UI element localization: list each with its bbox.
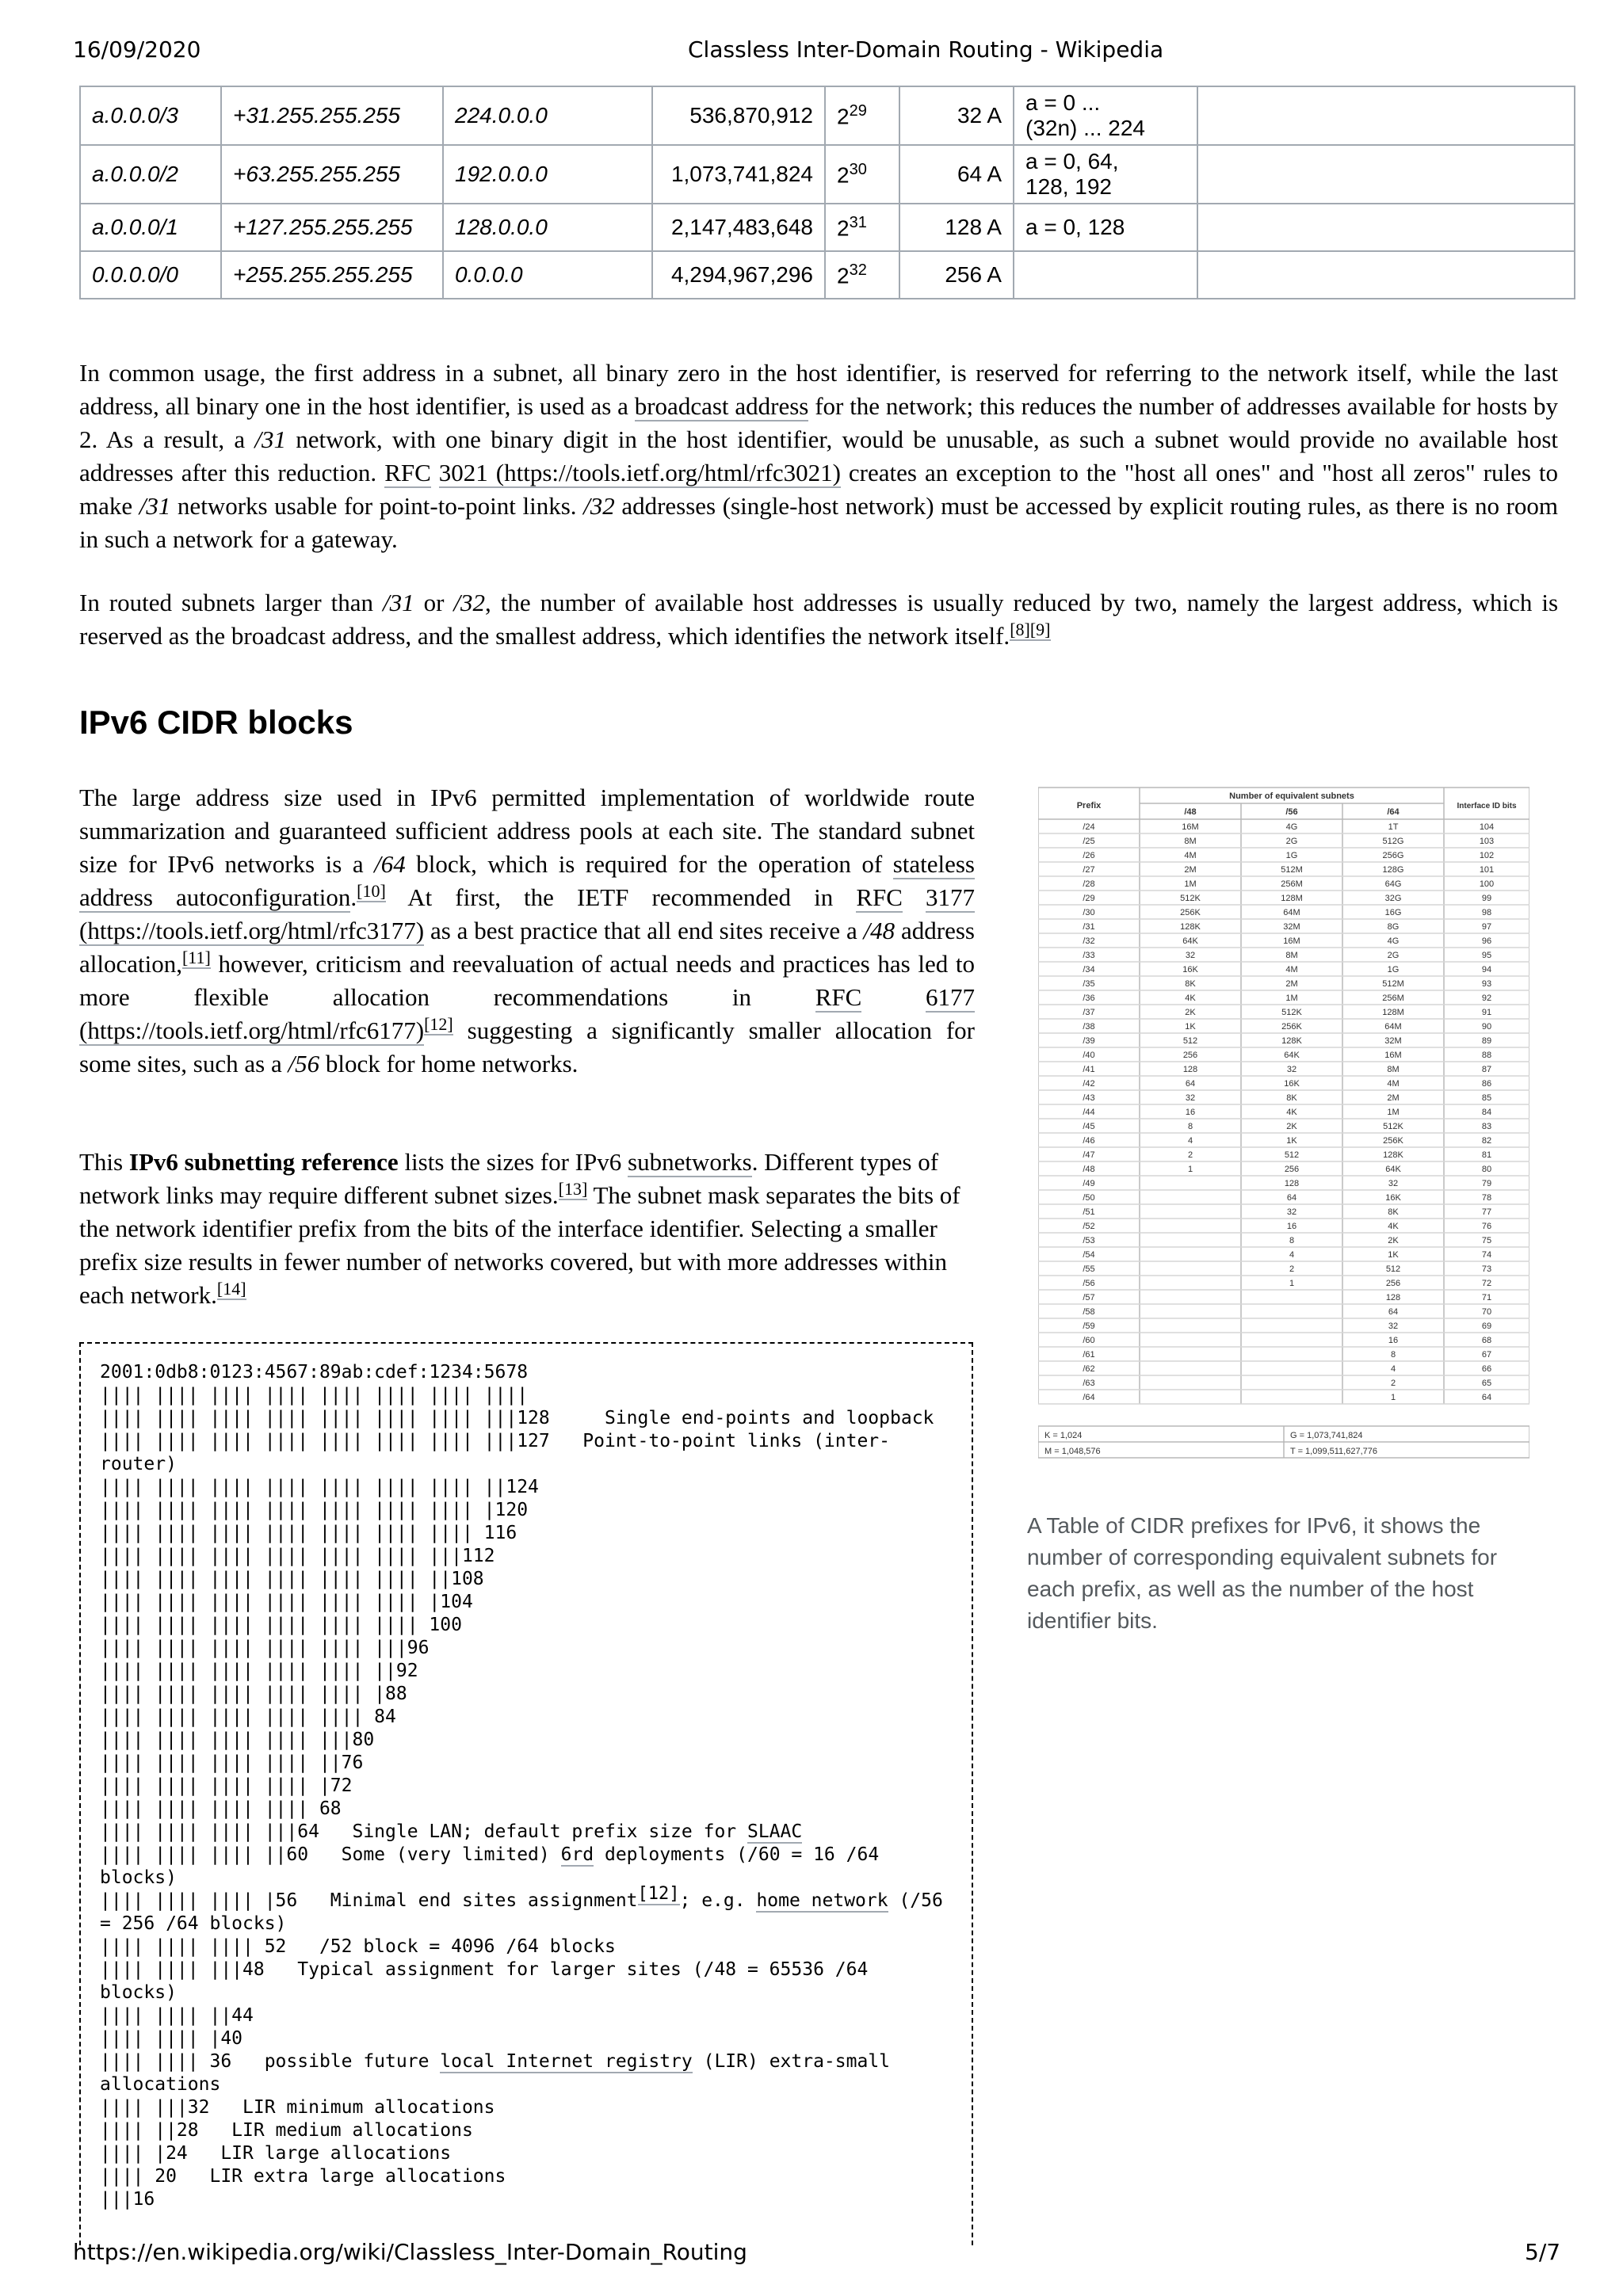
figure-cell: /42 — [1083, 1079, 1095, 1089]
figure-cell: 67 — [1481, 1350, 1492, 1360]
figure-cell: 32M — [1384, 1036, 1402, 1046]
figure-cell: /64 — [1083, 1393, 1095, 1402]
figure-cell: /40 — [1083, 1051, 1095, 1060]
figure-cell: /59 — [1083, 1322, 1095, 1331]
ipv4-table-row — [80, 86, 1575, 145]
figure-cell: 91 — [1481, 1008, 1492, 1017]
figure-cell: 8M — [1285, 951, 1298, 960]
figure-cell: 2G — [1285, 837, 1298, 846]
figure-cell: 16K — [1182, 965, 1198, 974]
link-rfc-b[interactable]: RFC — [815, 983, 862, 1011]
figure-cell: 1G — [1387, 965, 1400, 974]
figure-cell: /54 — [1083, 1250, 1095, 1260]
figure-cell: 256 — [1385, 1279, 1401, 1288]
figure-cell: 2G — [1387, 951, 1400, 960]
ref-10[interactable]: [10] — [357, 880, 386, 901]
figure-cell: 100 — [1479, 879, 1495, 889]
link-6rd[interactable]: 6rd — [560, 1844, 594, 1865]
figure-cell: 16M — [1283, 936, 1300, 946]
header-64: /64 — [1387, 807, 1400, 817]
link-rfc3177[interactable]: 3177 (https://tools.ietf.org/html/rfc3177) — [79, 883, 975, 944]
figure-cell: /26 — [1083, 851, 1095, 860]
figure-cell: 256K — [1180, 908, 1201, 917]
cell-range: +63.255.255.255 — [221, 145, 443, 204]
figure-cell: 2M — [1184, 865, 1197, 875]
figure-cell: 256 — [1182, 1051, 1198, 1060]
figure-cell: 4M — [1387, 1079, 1400, 1089]
figure-cell: 68 — [1481, 1336, 1492, 1345]
figure-cell: 8G — [1387, 922, 1400, 932]
figure-cell: 1 — [1187, 1165, 1193, 1174]
figure-cell: 97 — [1481, 922, 1492, 932]
figure-cell: 64K — [1385, 1165, 1401, 1174]
figure-cell: 4M — [1285, 965, 1298, 974]
figure-cell: 80 — [1481, 1165, 1492, 1174]
link-slaac[interactable]: stateless address autoconfiguration — [79, 850, 975, 911]
figure-cell: 66 — [1481, 1364, 1492, 1374]
figure-cell: 128K — [1383, 1150, 1403, 1160]
figure-cell: 1T — [1388, 822, 1399, 832]
figure-cell: 16M — [1182, 822, 1199, 832]
figure-cell: 72 — [1481, 1279, 1492, 1288]
figure-cell: 8M — [1184, 837, 1197, 846]
paragraph-network-broadcast: In common usage, the first address in a subnet, all binary zero in the host identifier, is reserved for referring to the network itself, while the last address, all binary one in the host identifier, is used as a broadcast address for the network; this reduces the number of addresses available for hosts by 2. As a result, a /31 network, with one binary digit in the host identifier, would be unusable, as such a subnet would provide no available host addresses after this reduction. RFC 3021 (https://tools.ietf.org/html/rfc3021) creates an exception to the "host all ones" and "host all zeros" rules to make /31 networks usable for point-to-point links. /32 addresses (single-host network) must be accessed by explicit routing rules, as there is no room in such a network for a gateway. — [79, 359, 1559, 553]
figure-cell: 16 — [1286, 1222, 1297, 1231]
figure-cell: 2 — [1187, 1150, 1193, 1160]
cell-power: $2^{31}$ — [825, 204, 899, 251]
figure-cell: /32 — [1083, 936, 1095, 946]
figure-cell: 64 — [1388, 1307, 1399, 1317]
figure-cell: 32 — [1185, 951, 1196, 960]
figure-cell: 512 — [1284, 1150, 1300, 1160]
figure-cell: 89 — [1481, 1036, 1492, 1046]
figure-cell: 102 — [1479, 851, 1495, 860]
figure-cell: 32 — [1185, 1093, 1196, 1103]
figure-cell: 2 — [1289, 1264, 1295, 1274]
link-home-network[interactable]: home network — [756, 1890, 888, 1911]
figure-cell: /28 — [1083, 879, 1095, 889]
page-number: 5/7 — [1525, 2239, 1561, 2265]
figure-cell: 128K — [1180, 922, 1201, 932]
figure-cell: 8K — [1388, 1207, 1399, 1217]
link-rfc3021[interactable]: 3021 (https://tools.ietf.org/html/rfc3021) — [438, 459, 841, 486]
print-title: Classless Inter-Domain Routing - Wikipedia — [688, 36, 1164, 63]
cell-power: $2^{29}$ — [825, 86, 899, 145]
figure-cell: 16G — [1384, 908, 1402, 917]
figure-cell: /34 — [1083, 965, 1095, 974]
link-broadcast-address[interactable]: broadcast address — [634, 392, 809, 420]
figure-cell: 82 — [1481, 1136, 1492, 1146]
figure-cell: 128 — [1182, 1065, 1198, 1074]
link-slaac-code[interactable]: SLAAC — [747, 1821, 803, 1842]
figure-cell: 99 — [1481, 894, 1492, 903]
cell-mask: 128.0.0.0 — [443, 204, 652, 251]
cell-prefix: a.0.0.0/2 — [80, 145, 221, 204]
cell-count: 4,294,967,296 — [652, 251, 825, 299]
cell-note: a = 0 ... (32n) ... 224 — [1014, 86, 1197, 145]
figure-cell: 16 — [1185, 1108, 1196, 1117]
figure-cell: 2M — [1387, 1093, 1400, 1103]
figure-cell: 64G — [1384, 879, 1402, 889]
figure-cell: 256G — [1382, 851, 1404, 860]
figure-cell: 1K — [1185, 1022, 1196, 1032]
figure-cell: 64K — [1284, 1051, 1300, 1060]
figure-cell: 2 — [1390, 1379, 1396, 1388]
figure-cell: 8K — [1185, 979, 1196, 989]
ipv6-prefix-table-image[interactable] — [1038, 784, 1529, 1501]
figure-cell: /60 — [1083, 1336, 1095, 1345]
cell-empty — [1197, 251, 1575, 299]
figure-cell: 128M — [1281, 894, 1303, 903]
figure-cell: /38 — [1083, 1022, 1095, 1032]
figure-cell: 4K — [1185, 994, 1196, 1003]
figure-cell: 104 — [1479, 822, 1495, 832]
figure-cell: 78 — [1481, 1193, 1492, 1203]
figure-cell: 95 — [1481, 951, 1492, 960]
figure-cell: 128M — [1382, 1008, 1404, 1017]
header-56: /56 — [1285, 807, 1298, 817]
figure-cell: 64M — [1283, 908, 1300, 917]
figure-cell: 32 — [1388, 1322, 1399, 1331]
figure-cell: /36 — [1083, 994, 1095, 1003]
cell-classes: 128 A — [899, 204, 1014, 251]
figure-cell: /44 — [1083, 1108, 1095, 1117]
figure-cell: 69 — [1481, 1322, 1492, 1331]
legend-m: M = 1,048,576 — [1044, 1447, 1101, 1456]
cell-mask: 192.0.0.0 — [443, 145, 652, 204]
figure-cell: 128 — [1385, 1293, 1401, 1302]
print-date: 16/09/2020 — [73, 36, 201, 63]
figure-cell: 16K — [1284, 1079, 1300, 1089]
figure-cell: 8 — [1390, 1350, 1396, 1360]
figure-cell: /33 — [1083, 951, 1095, 960]
figure-cell: 2K — [1286, 1122, 1297, 1131]
figure-cell: 2K — [1185, 1008, 1196, 1017]
cell-mask: 0.0.0.0 — [443, 251, 652, 299]
figure-cell: 8M — [1387, 1065, 1400, 1074]
cell-empty — [1197, 86, 1575, 145]
figure-cell: 512K — [1383, 1122, 1403, 1131]
figure-cell: 71 — [1481, 1293, 1492, 1302]
figure-cell: /57 — [1083, 1293, 1095, 1302]
figure-cell: 96 — [1481, 936, 1492, 946]
figure-cell: 4G — [1387, 936, 1400, 946]
figure-cell: 94 — [1481, 965, 1492, 974]
cell-note — [1014, 251, 1197, 299]
figure-cell: /53 — [1083, 1236, 1095, 1245]
figure-cell: 8K — [1286, 1093, 1297, 1103]
ipv6-prefix-table — [1038, 784, 1529, 1497]
figure-cell: 8 — [1289, 1236, 1295, 1245]
link-rfc[interactable]: RFC — [384, 459, 431, 486]
cell-classes: 32 A — [899, 86, 1014, 145]
figure-cell: 64 — [1185, 1079, 1196, 1089]
figure-cell: 512M — [1382, 979, 1404, 989]
figure-cell: 8 — [1187, 1122, 1193, 1131]
figure-cell: 512 — [1385, 1264, 1401, 1274]
ref-9[interactable]: [9] — [1029, 619, 1051, 639]
figure-cell: /31 — [1083, 922, 1095, 932]
figure-cell: 256 — [1284, 1165, 1300, 1174]
figure-cell: 1M — [1387, 1108, 1400, 1117]
cell-prefix: 0.0.0.0/0 — [80, 251, 221, 299]
figure-cell: /37 — [1083, 1008, 1095, 1017]
cell-prefix: a.0.0.0/3 — [80, 86, 221, 145]
figure-cell: 76 — [1481, 1222, 1492, 1231]
figure-cell: 1M — [1285, 994, 1298, 1003]
figure-cell: /45 — [1083, 1122, 1095, 1131]
link-rfc-a[interactable]: RFC — [856, 883, 903, 911]
figure-cell: 2M — [1285, 979, 1298, 989]
cell-count: 1,073,741,824 — [652, 145, 825, 204]
figure-cell: 1K — [1388, 1250, 1399, 1260]
figure-cell: /63 — [1083, 1379, 1095, 1388]
figure-cell: 512G — [1382, 837, 1404, 846]
cell-note: a = 0, 64, 128, 192 — [1014, 145, 1197, 204]
figure-cell: /25 — [1083, 837, 1095, 846]
cell-note: a = 0, 128 — [1014, 204, 1197, 251]
cell-mask: 224.0.0.0 — [443, 86, 652, 145]
figure-cell: 77 — [1481, 1207, 1492, 1217]
figure-cell: 16M — [1384, 1051, 1402, 1060]
ipv6-subnetting-code-block — [79, 1342, 973, 2245]
figure-cell: /35 — [1083, 979, 1095, 989]
figure-cell: 512 — [1182, 1036, 1198, 1046]
figure-cell: 1 — [1390, 1393, 1396, 1402]
cell-power: $2^{30}$ — [825, 145, 899, 204]
figure-cell: 16 — [1388, 1336, 1399, 1345]
figure-cell: /56 — [1083, 1279, 1095, 1288]
figure-cell: 1G — [1285, 851, 1298, 860]
link-subnetworks[interactable]: subnetworks — [628, 1148, 752, 1176]
figure-cell: 32 — [1286, 1207, 1297, 1217]
figure-cell: 512M — [1281, 865, 1303, 875]
header-prefix: Prefix — [1076, 801, 1102, 810]
figure-cell: 87 — [1481, 1065, 1492, 1074]
figure-cell: 32 — [1388, 1179, 1399, 1188]
figure-cell: 101 — [1479, 865, 1495, 875]
figure-cell: 32 — [1286, 1065, 1297, 1074]
figure-cell: 98 — [1481, 908, 1492, 917]
figure-cell: 79 — [1481, 1179, 1492, 1188]
figure-cell: 4K — [1286, 1108, 1297, 1117]
figure-cell: /58 — [1083, 1307, 1095, 1317]
cell-range: +255.255.255.255 — [221, 251, 443, 299]
figure-cell: 93 — [1481, 979, 1492, 989]
figure-cell: /62 — [1083, 1364, 1095, 1374]
paragraph-routed-subnets: In routed subnets larger than /31 or /32, the number of available host addresses is usually reduced by two, namely the largest address, which is reserved as the broadcast address, and the smallest address, which identifies the network itself.[8][9] — [79, 589, 1559, 650]
figure-cell: /46 — [1083, 1136, 1095, 1146]
figure-cell: 73 — [1481, 1264, 1492, 1274]
figure-cell: 84 — [1481, 1108, 1492, 1117]
ref-12[interactable]: [12] — [424, 1013, 453, 1034]
figure-cell: 4 — [1289, 1250, 1295, 1260]
figure-cell: 88 — [1481, 1051, 1492, 1060]
figure-cell: 90 — [1481, 1022, 1492, 1032]
figure-cell: /24 — [1083, 822, 1095, 832]
ref-12-code[interactable]: [12] — [637, 1884, 680, 1905]
figure-cell: 32M — [1283, 922, 1300, 932]
figure-cell: 1K — [1286, 1136, 1297, 1146]
figure-cell: 256M — [1382, 994, 1404, 1003]
figure-cell: /47 — [1083, 1150, 1095, 1160]
figure-cell: /61 — [1083, 1350, 1095, 1360]
figure-cell: 64 — [1481, 1393, 1492, 1402]
link-rfc6177[interactable]: 6177 (https://tools.ietf.org/html/rfc6177) — [79, 983, 976, 1044]
legend-g: G = 1,073,741,824 — [1290, 1431, 1363, 1440]
figure-cell: /30 — [1083, 908, 1095, 917]
figure-cell: 4 — [1187, 1136, 1193, 1146]
figure-cell: 70 — [1481, 1307, 1492, 1317]
figure-cell: 83 — [1481, 1122, 1492, 1131]
paragraph-ipv6-summarization: The large address size used in IPv6 permitted implementation of worldwide route summarization and guaranteed sufficient address pools at each site. The standard subnet size for IPv6 networks is a /64 block, which is required for the operation of stateless address autoconfiguration.[10] At first, the IETF recommended in RFC 3177 (https://tools.ietf.org/html/rfc3177) as a best practice that all end sites receive a /48 address allocation,[11] however, criticism and reevaluation of actual needs and practices has led to more flexible allocation recommendations in RFC 6177 (https://tools.ietf.org/html/rfc6177)[12] suggesting a significantly smaller allocation for some sites, such as a /56 block for home networks. — [79, 784, 976, 1077]
figure-cell: 128G — [1382, 865, 1404, 875]
cell-range: +127.255.255.255 — [221, 204, 443, 251]
cell-empty — [1197, 145, 1575, 204]
figure-cell: 1 — [1289, 1279, 1295, 1288]
figure-cell: 4K — [1388, 1222, 1399, 1231]
figure-cell: 4G — [1285, 822, 1298, 832]
page-url: https://en.wikipedia.org/wiki/Classless_Inter-Domain_Routing — [73, 2239, 747, 2265]
ref-8[interactable]: [8] — [1010, 619, 1030, 639]
cell-classes: 64 A — [899, 145, 1014, 204]
figure-cell: 512K — [1180, 894, 1201, 903]
figure-caption: A Table of CIDR prefixes for IPv6, it shows the number of corresponding equivalent subnets for each prefix, as well as the number of the host identifier bits. — [1027, 1513, 1498, 1633]
cell-range: +31.255.255.255 — [221, 86, 443, 145]
figure-cell: 64 — [1286, 1193, 1297, 1203]
cell-power: $2^{32}$ — [825, 251, 899, 299]
cell-classes: 256 A — [899, 251, 1014, 299]
figure-cell: /39 — [1083, 1036, 1095, 1046]
figure-cell: 1M — [1184, 879, 1197, 889]
legend-k: K = 1,024 — [1044, 1431, 1083, 1440]
figure-cell: /55 — [1083, 1264, 1095, 1274]
ipv4-table-row — [80, 145, 1575, 204]
figure-cell: 75 — [1481, 1236, 1492, 1245]
figure-cell: 65 — [1481, 1379, 1492, 1388]
ref-13[interactable]: [13] — [558, 1178, 588, 1199]
figure-cell: 92 — [1481, 994, 1492, 1003]
figure-cell: /50 — [1083, 1193, 1095, 1203]
header-interface-id-bits: Interface ID bits — [1457, 802, 1517, 810]
figure-cell: /48 — [1083, 1165, 1095, 1174]
figure-cell: 32G — [1384, 894, 1402, 903]
paragraph-subnetting-reference: This IPv6 subnetting reference lists the sizes for IPv6 subnetworks. Different types of network links may require different subnet sizes.[13] The subnet mask separates the bits of the network identifier prefix from the bits of the interface identifier. Selecting a smaller prefix size results in fewer number of networks covered, but with more addresses within each network.[14] — [79, 1148, 960, 1309]
figure-cell: /27 — [1083, 865, 1095, 875]
figure-cell: 4M — [1184, 851, 1197, 860]
header-48: /48 — [1184, 807, 1197, 817]
figure-cell: 128 — [1284, 1179, 1300, 1188]
figure-cell: 85 — [1481, 1093, 1492, 1103]
cell-count: 536,870,912 — [652, 86, 825, 145]
figure-cell: /52 — [1083, 1222, 1095, 1231]
figure-cell: 64M — [1384, 1022, 1402, 1032]
figure-cell: /29 — [1083, 894, 1095, 903]
figure-cell: 512K — [1281, 1008, 1302, 1017]
figure-cell: /51 — [1083, 1207, 1095, 1217]
code-text: 2001:0db8:0123:4567:89ab:cdef:1234:5678 |||| |||| |||| |||| |||| |||| |||| |||| |||| |||| |||| |||| |||| |||| |||| |||128 Single end-points and loopback |||| |||| |||| |||| |||| |||| |||| |||127 Point-to-point links (inter-router) |||| |||| |||| |||| |||| |||| |||| ||124 |||| |||| |||| |||| |||| |||| |||| |120 |||| |||| |||| |||| |||| |||| |||| 116 |||| |||| |||| |||| |||| |||| |||112 |||| |||| |||| |||| |||| |||| ||108 |||| |||| |||| |||| |||| |||| |104 |||| |||| |||| |||| |||| |||| 100 |||| |||| |||| |||| |||| |||96 |||| |||| |||| |||| |||| ||92 |||| |||| |||| |||| |||| |88 |||| |||| |||| |||| |||| 84 |||| |||| |||| |||| |||80 |||| |||| |||| |||| ||76 |||| |||| |||| |||| |72 |||| |||| |||| |||| 68 |||| |||| |||| |||64 Single LAN; default prefix size for SLAAC |||| |||| |||| ||60 Some (very limited) 6rd deployments (/60 = 16 /64 blocks) |||| |||| |||| |56 Minimal end sites assignment[12]; e.g. home network (/56 = 256 /64 blocks) |||| |||| |||| 52 /52 block = 4096 /64 blocks |||| |||| |||48 Typical assignment for larger sites (/48 = 65536 /64 blocks) |||| |||| ||44 |||| |||| |40 |||| |||| 36 possible future local Internet registry (LIR) extra-small allocations |||| |||32 LIR minimum allocations |||| ||28 LIR medium allocations |||| |24 LIR large allocations |||| 20 LIR extra large allocations |||16 — [100, 1362, 954, 2210]
ipv4-cidr-table — [79, 86, 1575, 299]
figure-cell: 4 — [1390, 1364, 1396, 1374]
figure-cell: /49 — [1083, 1179, 1095, 1188]
header-equivalent-subnets: Number of equivalent subnets — [1229, 791, 1354, 801]
figure-cell: /41 — [1083, 1065, 1095, 1074]
legend-t: T = 1,099,511,627,776 — [1290, 1447, 1377, 1456]
ipv4-table-row — [80, 204, 1575, 251]
figure-cell: 256M — [1281, 879, 1303, 889]
cell-prefix: a.0.0.0/1 — [80, 204, 221, 251]
figure-cell: 128K — [1281, 1036, 1302, 1046]
figure-cell: 86 — [1481, 1079, 1492, 1089]
figure-cell: 256K — [1383, 1136, 1403, 1146]
figure-cell: 74 — [1481, 1250, 1492, 1260]
figure-cell: 81 — [1481, 1150, 1492, 1160]
figure-cell: 256K — [1281, 1022, 1302, 1032]
figure-cell: /43 — [1083, 1093, 1095, 1103]
ref-14[interactable]: [14] — [216, 1278, 246, 1299]
section-heading: IPv6 CIDR blocks — [79, 704, 353, 741]
cell-count: 2,147,483,648 — [652, 204, 825, 251]
figure-cell: 16K — [1385, 1193, 1401, 1203]
ipv4-table-row — [80, 251, 1575, 299]
cell-empty — [1197, 204, 1575, 251]
figure-cell: 2K — [1388, 1236, 1399, 1245]
figure-cell: 103 — [1479, 837, 1495, 846]
figure-cell: 64K — [1182, 936, 1198, 946]
ref-11[interactable]: [11] — [181, 947, 211, 967]
link-lir[interactable]: local Internet registry — [440, 2051, 693, 2072]
